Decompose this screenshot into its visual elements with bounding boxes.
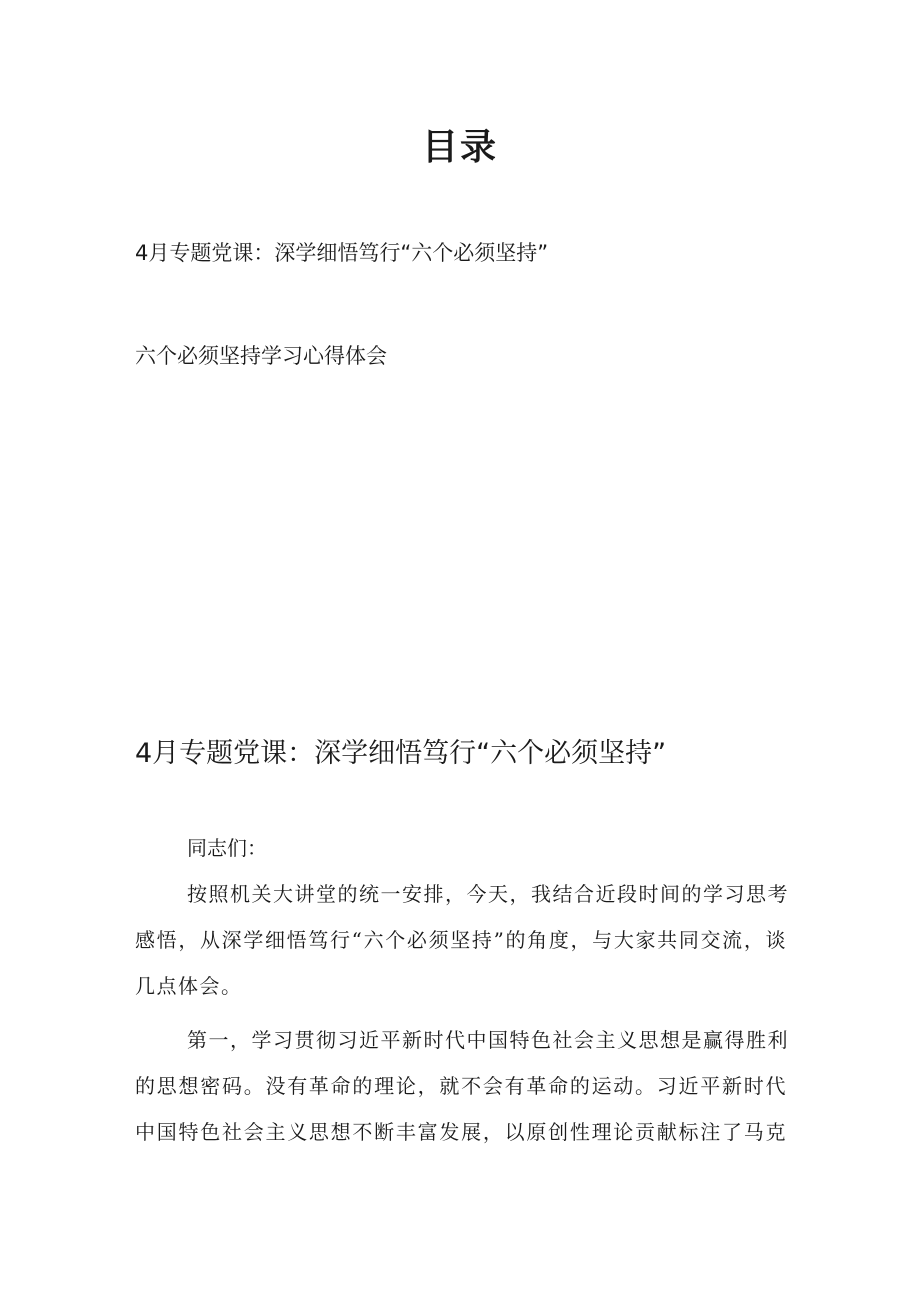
paragraph-1 [135, 871, 787, 1009]
paragraph-2-line-3: 中国特色社会主义思想不断丰富发展，以原创性理论贡献标注了马克 [135, 1120, 787, 1144]
toc-title: 目录 [421, 127, 498, 168]
paragraph-2-line-2: 的思想密码。没有革命的理论，就不会有革命的运动。习近平新时代 [135, 1074, 787, 1098]
paragraph-1-line-3: 几点体会。 [135, 974, 243, 998]
paragraph-2-line-1: 第一，学习贯彻习近平新时代中国特色社会主义思想是赢得胜利 [187, 1028, 789, 1052]
toc-item-party-lecture[interactable]: 4月专题党课：深学细悟笃行“六个必须坚持” [135, 241, 549, 265]
paragraph-1-line-2: 感悟，从深学细悟笃行“六个必须坚持”的角度，与大家共同交流，谈 [135, 928, 787, 952]
article-title: 4月专题党课：深学细悟笃行“六个必须坚持” [135, 738, 667, 769]
paragraph-2 [135, 1017, 787, 1155]
toc-item-study-notes[interactable]: 六个必须坚持学习心得体会 [135, 344, 387, 368]
paragraph-1-line-1: 按照机关大讲堂的统一安排，今天，我结合近段时间的学习思考 [187, 882, 789, 906]
salutation: 同志们： [187, 836, 267, 860]
